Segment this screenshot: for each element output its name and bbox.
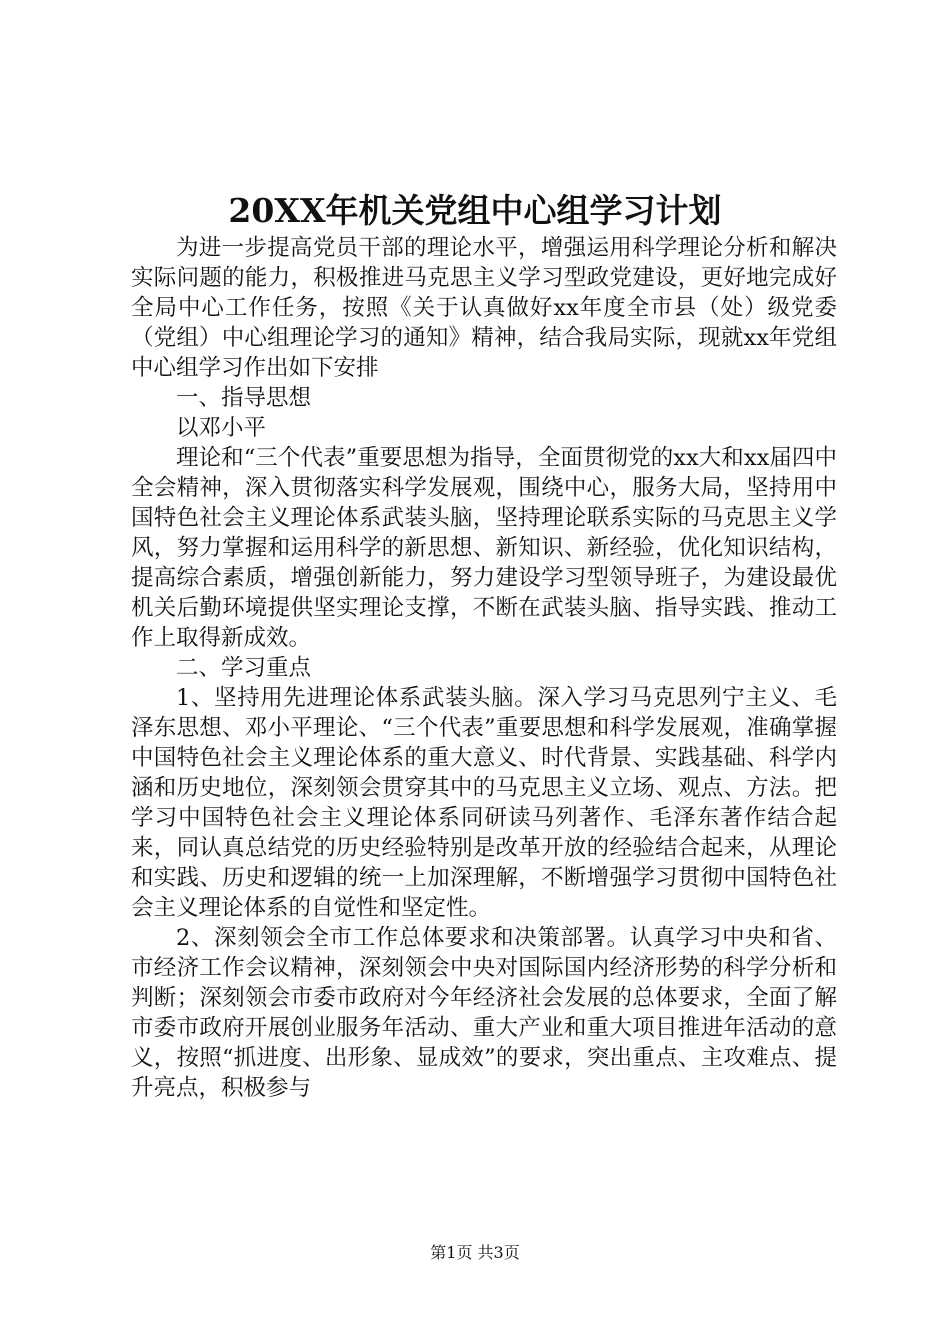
study-focus-item-1: 1、坚持用先进理论体系武装头脑。深入学习马克思列宁主义、毛泽东思想、邓小平理论、“三个代表”重要思想和科学发展观，准确掌握中国特色社会主义理论体系的重大意义、时代背景、实践基础、科学内涵和历史地位，深刻领会贯穿其中的马克思主义立场、观点、方法。把学习中国特色社会主义理论体系同研读马列著作、毛泽东著作结合起来，同认真总结党的历史经验特别是改革开放的经验结合起来，从理论和实践、历史和逻辑的统一上加深理解，不断增强学习贯彻中国特色社会主义理论体系的自觉性和坚定性。 [131, 685, 837, 921]
document-body [131, 233, 837, 1103]
intro-paragraph: 为进一步提高党员干部的理论水平，增强运用科学理论分析和解决实际问题的能力，积极推进马克思主义学习型政党建设，更好地完成好全局中心工作任务，按照《关于认真做好xx年度全市县（处）级党委（党组）中心组理论学习的通知》精神，结合我局实际，现就xx年党组中心组学习作出如下安排 [131, 235, 837, 381]
page-footer: 第1页 共3页 [430, 1243, 520, 1262]
guiding-thought-paragraph: 理论和“三个代表”重要思想为指导，全面贯彻党的xx大和xx届四中全会精神，深入贯彻落实科学发展观，围绕中心，服务大局，坚持用中国特色社会主义理论体系武装头脑，坚持理论联系实际的马克思主义学风，努力掌握和运用科学的新思想、新知识、新经验，优化知识结构，提高综合素质，增强创新能力，努力建设学习型领导班子，为建设最优机关后勤环境提供坚实理论支撑，不断在武装头脑、指导实践、推动工作上取得新成效。 [131, 445, 837, 651]
paragraph-fragment: 以邓小平 [176, 415, 267, 441]
document-title: 20XX年机关党组中心组学习计划 [228, 191, 722, 230]
section-heading-study-focus: 二、学习重点 [176, 655, 312, 681]
section-heading-guiding-thought: 一、指导思想 [176, 385, 312, 411]
study-focus-item-2: 2、深刻领会全市工作总体要求和决策部署。认真学习中央和省、市经济工作会议精神，深刻领会中央对国际国内经济形势的科学分析和判断；深刻领会市委市政府对今年经济社会发展的总体要求，全面了解市委市政府开展创业服务年活动、重大产业和重大项目推进年活动的意义，按照“抓进度、出形象、显成效”的要求，突出重点、主攻难点、提升亮点，积极参与 [131, 925, 837, 1101]
